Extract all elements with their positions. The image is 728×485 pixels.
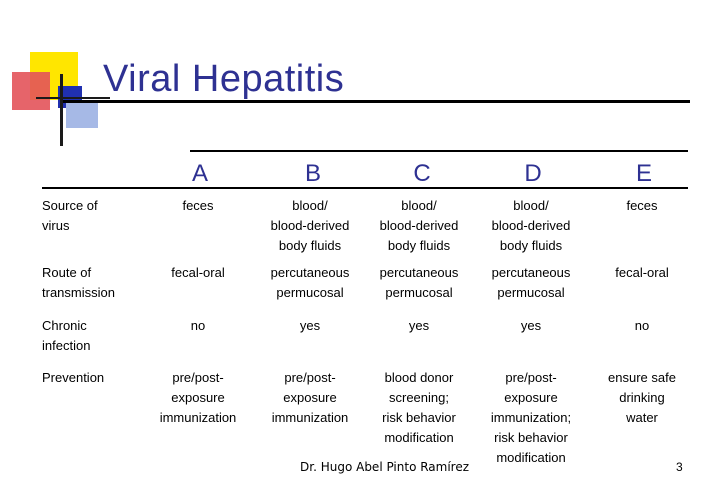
cell-source-e: feces (626, 198, 658, 213)
row-label-prevention: Prevention (42, 370, 105, 385)
cell-source-d: blood/ blood-derived body fluids (491, 198, 571, 253)
col-header-b: B (304, 160, 321, 187)
cell-route-b: percutaneous permucosal (270, 265, 350, 300)
cell-chronic-b: yes (299, 318, 321, 333)
cell-route-e: fecal-oral (615, 265, 669, 280)
slide-footer: Dr. Hugo Abel Pinto Ramírez (300, 460, 470, 474)
cell-source-b: blood/ blood-derived body fluids (270, 198, 350, 253)
deco-horizontal-line (36, 97, 110, 99)
col-header-e: E (635, 160, 652, 187)
deco-vertical-line (60, 74, 63, 146)
row-label-source: Source of virus (42, 198, 98, 233)
cell-prevention-d: pre/post- exposure immunization; risk behavior modification (490, 370, 572, 465)
col-header-a: A (191, 160, 208, 187)
cell-route-a: fecal-oral (171, 265, 225, 280)
cell-route-d: percutaneous permucosal (491, 265, 571, 300)
cell-chronic-c: yes (408, 318, 430, 333)
cell-prevention-c: blood donor screening; risk behavior modification (382, 370, 456, 445)
cell-chronic-e: no (634, 318, 650, 333)
table-top-rule (190, 150, 688, 152)
deco-red-square (12, 72, 50, 110)
col-header-c: C (413, 160, 431, 187)
cell-prevention-a: pre/post- exposure immunization (159, 370, 237, 425)
row-label-chronic: Chronic infection (42, 318, 91, 353)
cell-route-c: percutaneous permucosal (379, 265, 459, 300)
cell-source-a: feces (182, 198, 214, 213)
cell-chronic-d: yes (520, 318, 542, 333)
deco-lightblue-square (66, 100, 98, 128)
page-number: 3 (676, 460, 683, 474)
row-label-route: Route of transmission (42, 265, 115, 300)
title-underline (63, 100, 690, 103)
cell-prevention-b: pre/post- exposure immunization (271, 370, 349, 425)
slide-title: Viral Hepatitis (103, 58, 345, 100)
cell-source-c: blood/ blood-derived body fluids (379, 198, 459, 253)
cell-prevention-e: ensure safe drinking water (608, 370, 676, 425)
cell-chronic-a: no (190, 318, 206, 333)
col-header-d: D (524, 160, 542, 187)
